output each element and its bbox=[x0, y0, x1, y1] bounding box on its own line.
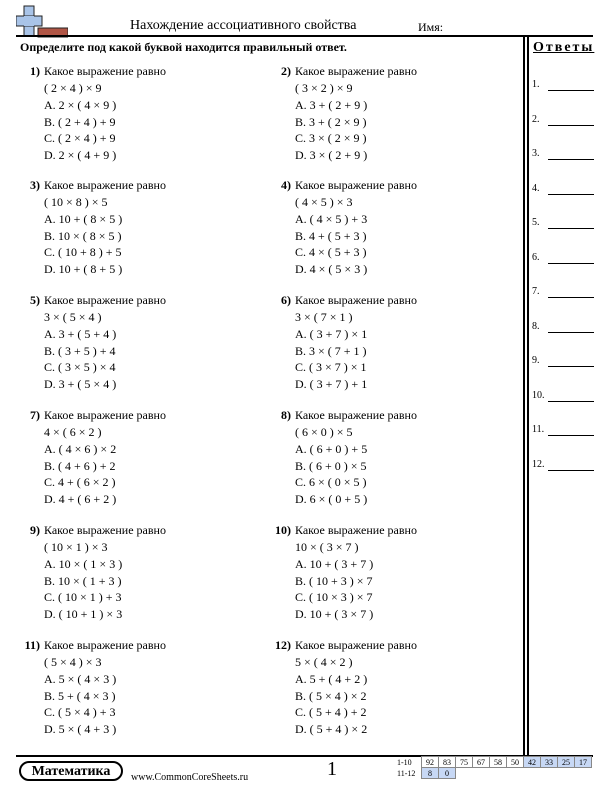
answer-line[interactable] bbox=[532, 459, 596, 475]
score-key-cell: 8 bbox=[422, 768, 439, 779]
problem-number: 6) bbox=[281, 293, 291, 307]
problem-number: 12) bbox=[275, 638, 291, 652]
answer-option: A. 5 + ( 4 + 2 ) bbox=[295, 672, 368, 686]
answer-option: C. ( 5 × 4 ) + 3 bbox=[44, 705, 116, 719]
answer-number: 1. bbox=[532, 79, 540, 90]
answer-option: B. ( 4 + 6 ) + 2 bbox=[44, 458, 116, 473]
answer-blank bbox=[548, 401, 594, 402]
score-key-cell: 92 bbox=[422, 757, 439, 768]
answer-blank bbox=[548, 435, 594, 436]
problem-prompt: Какое выражение равно bbox=[295, 408, 417, 422]
answer-number: 3. bbox=[532, 148, 540, 159]
answer-number: 5. bbox=[532, 217, 540, 228]
answer-number: 11. bbox=[532, 424, 545, 435]
answer-line[interactable] bbox=[532, 286, 596, 302]
answer-option: B. 10 × ( 8 × 5 ) bbox=[44, 228, 122, 243]
answer-option: D. 5 × ( 4 + 3 ) bbox=[44, 721, 117, 736]
answer-option: A. 2 × ( 4 × 9 ) bbox=[44, 98, 117, 112]
problem-expression: ( 3 × 2 ) × 9 bbox=[295, 80, 353, 95]
divider-line bbox=[523, 37, 525, 755]
problem-number: 4) bbox=[281, 178, 291, 192]
score-key-cell: 75 bbox=[456, 757, 473, 768]
problem-expression: ( 5 × 4 ) × 3 bbox=[44, 654, 102, 669]
answer-option: A. ( 4 × 6 ) × 2 bbox=[44, 442, 117, 456]
problem-number: 9) bbox=[30, 523, 40, 537]
answer-option: C. ( 2 × 4 ) + 9 bbox=[44, 131, 116, 145]
answer-option: C. 6 × ( 0 × 5 ) bbox=[295, 475, 367, 489]
problem-expression: ( 4 × 5 ) × 3 bbox=[295, 194, 353, 209]
score-key-table bbox=[397, 756, 592, 779]
answer-option: A. 10 + ( 3 + 7 ) bbox=[295, 557, 374, 571]
answer-blank bbox=[548, 228, 594, 229]
answer-option: D. 4 × ( 5 × 3 ) bbox=[295, 261, 368, 276]
problem-expression: 10 × ( 3 × 7 ) bbox=[295, 539, 359, 554]
answer-number: 10. bbox=[532, 389, 545, 401]
problem-number: 5) bbox=[30, 293, 40, 307]
problem-number: 7) bbox=[30, 408, 40, 422]
problem-prompt: Какое выражение равно bbox=[44, 178, 166, 192]
problem-expression: ( 10 × 8 ) × 5 bbox=[44, 194, 108, 209]
answer-option: A. ( 4 × 5 ) + 3 bbox=[295, 212, 368, 226]
score-key-cell: 0 bbox=[439, 768, 456, 779]
problem-expression: ( 2 × 4 ) × 9 bbox=[44, 80, 102, 95]
answer-number: 12. bbox=[532, 458, 545, 470]
answer-option: C. ( 10 × 1 ) + 3 bbox=[44, 590, 122, 604]
answer-option: C. ( 3 × 5 ) × 4 bbox=[44, 360, 116, 374]
answer-option: D. 4 + ( 6 + 2 ) bbox=[44, 491, 117, 506]
page-number: 1 bbox=[327, 758, 337, 780]
answer-option: A. 3 + ( 2 + 9 ) bbox=[295, 98, 368, 112]
page-title: Нахождение ассоциативного свойства bbox=[130, 18, 357, 33]
answer-blank bbox=[548, 297, 594, 298]
problem-expression: 3 × ( 7 × 1 ) bbox=[295, 309, 353, 324]
answers-title: Ответы bbox=[533, 40, 595, 55]
answer-blank bbox=[548, 470, 594, 471]
answer-line[interactable] bbox=[532, 355, 596, 371]
problem-number: 11) bbox=[24, 638, 40, 652]
answer-option: A. 10 + ( 8 × 5 ) bbox=[44, 212, 123, 226]
answer-option: B. ( 10 + 3 ) × 7 bbox=[295, 573, 373, 588]
problem-expression: 4 × ( 6 × 2 ) bbox=[44, 424, 102, 439]
answer-option: D. 2 × ( 4 + 9 ) bbox=[44, 147, 117, 162]
problem-prompt: Какое выражение равно bbox=[44, 523, 166, 537]
problem-expression: 3 × ( 5 × 4 ) bbox=[44, 309, 102, 324]
answer-option: C. ( 10 × 3 ) × 7 bbox=[295, 590, 373, 604]
answer-option: D. ( 5 + 4 ) × 2 bbox=[295, 721, 368, 736]
answer-option: B. ( 5 × 4 ) × 2 bbox=[295, 688, 367, 703]
answer-option: D. 6 × ( 0 + 5 ) bbox=[295, 491, 368, 506]
problem-number: 3) bbox=[30, 178, 40, 192]
answer-option: B. 10 × ( 1 + 3 ) bbox=[44, 573, 122, 588]
problem-prompt: Какое выражение равно bbox=[295, 64, 417, 78]
problem-prompt: Какое выражение равно bbox=[295, 638, 417, 652]
answer-line[interactable] bbox=[532, 114, 596, 130]
answer-option: C. ( 10 + 8 ) + 5 bbox=[44, 245, 122, 259]
answer-option: C. 4 + ( 6 × 2 ) bbox=[44, 475, 116, 489]
answer-blank bbox=[548, 263, 594, 264]
site-url: www.CommonCoreSheets.ru bbox=[131, 772, 249, 783]
answer-option: A. ( 6 + 0 ) + 5 bbox=[295, 442, 368, 456]
problem-expression: ( 6 × 0 ) × 5 bbox=[295, 424, 353, 439]
problem-expression: ( 10 × 1 ) × 3 bbox=[44, 539, 108, 554]
answer-blank bbox=[548, 90, 594, 91]
score-key-cell: 33 bbox=[541, 757, 558, 768]
answer-option: D. ( 10 + 1 ) × 3 bbox=[44, 606, 123, 621]
instructions: Определите под какой буквой находится правильный ответ. bbox=[20, 40, 347, 54]
answer-option: C. ( 3 × 7 ) × 1 bbox=[295, 360, 367, 374]
answer-option: D. 3 + ( 5 × 4 ) bbox=[44, 376, 117, 391]
answer-option: A. 3 + ( 5 + 4 ) bbox=[44, 327, 117, 341]
answer-line[interactable] bbox=[532, 252, 596, 268]
answer-option: C. 3 × ( 2 × 9 ) bbox=[295, 131, 367, 145]
score-key-cell: 17 bbox=[575, 757, 592, 768]
score-key-cell: 25 bbox=[558, 757, 575, 768]
score-key-cell: 67 bbox=[473, 757, 490, 768]
answer-option: A. ( 3 + 7 ) × 1 bbox=[295, 327, 368, 341]
problem-prompt: Какое выражение равно bbox=[295, 293, 417, 307]
answer-option: B. 5 + ( 4 × 3 ) bbox=[44, 688, 116, 703]
brand-badge: Математика bbox=[19, 761, 123, 781]
answer-option: C. 4 × ( 5 + 3 ) bbox=[295, 245, 367, 259]
answer-option: A. 5 × ( 4 × 3 ) bbox=[44, 672, 117, 686]
answer-option: C. ( 5 + 4 ) + 2 bbox=[295, 705, 367, 719]
answer-option: D. 10 + ( 8 + 5 ) bbox=[44, 261, 123, 276]
answer-option: B. ( 3 + 5 ) + 4 bbox=[44, 343, 116, 358]
problem-number: 8) bbox=[281, 408, 291, 422]
problem-prompt: Какое выражение равно bbox=[44, 408, 166, 422]
answer-option: B. ( 6 + 0 ) × 5 bbox=[295, 458, 367, 473]
problem-number: 1) bbox=[30, 64, 40, 78]
score-key-label: 1-10 bbox=[397, 757, 412, 767]
answer-option: A. 10 × ( 1 × 3 ) bbox=[44, 557, 123, 571]
answer-blank bbox=[548, 125, 594, 126]
answer-number: 8. bbox=[532, 320, 540, 332]
answer-option: B. 3 + ( 2 × 9 ) bbox=[295, 114, 367, 129]
answer-option: D. 10 + ( 3 × 7 ) bbox=[295, 606, 374, 621]
answer-line[interactable] bbox=[532, 217, 596, 233]
answer-number: 6. bbox=[532, 251, 540, 263]
score-key-cell: 58 bbox=[490, 757, 507, 768]
answer-line[interactable] bbox=[532, 183, 596, 199]
problem-prompt: Какое выражение равно bbox=[44, 293, 166, 307]
answer-blank bbox=[548, 194, 594, 195]
divider-line bbox=[527, 37, 529, 755]
problem-number: 10) bbox=[275, 523, 291, 537]
top-rule bbox=[16, 35, 593, 37]
answer-option: B. 3 × ( 7 + 1 ) bbox=[295, 343, 367, 358]
problem-prompt: Какое выражение равно bbox=[44, 64, 166, 78]
answer-line[interactable] bbox=[532, 424, 596, 440]
problem-prompt: Какое выражение равно bbox=[295, 178, 417, 192]
problem-number: 2) bbox=[281, 64, 291, 78]
answer-number: 4. bbox=[532, 182, 540, 194]
answer-line[interactable] bbox=[532, 148, 596, 164]
score-key-label: 11-12 bbox=[397, 768, 416, 778]
score-key-cell: 83 bbox=[439, 757, 456, 768]
answer-option: B. 4 + ( 5 + 3 ) bbox=[295, 228, 367, 243]
answer-blank bbox=[548, 366, 594, 367]
answer-line[interactable] bbox=[532, 79, 596, 95]
answer-blank bbox=[548, 332, 594, 333]
problem-prompt: Какое выражение равно bbox=[295, 523, 417, 537]
answer-number: 7. bbox=[532, 286, 540, 297]
answer-number: 2. bbox=[532, 113, 540, 125]
math-plus-logo-icon bbox=[16, 4, 68, 38]
answer-option: D. 3 × ( 2 + 9 ) bbox=[295, 147, 368, 162]
problem-expression: 5 × ( 4 × 2 ) bbox=[295, 654, 353, 669]
answer-blank bbox=[548, 159, 594, 160]
problem-prompt: Какое выражение равно bbox=[44, 638, 166, 652]
answer-option: B. ( 2 + 4 ) + 9 bbox=[44, 114, 116, 129]
answer-line[interactable] bbox=[532, 321, 596, 337]
score-key-cell: 50 bbox=[507, 757, 524, 768]
answer-line[interactable] bbox=[532, 390, 596, 406]
score-key-cell: 42 bbox=[524, 757, 541, 768]
answer-option: D. ( 3 + 7 ) + 1 bbox=[295, 376, 368, 391]
name-label: Имя: bbox=[418, 20, 444, 34]
answer-number: 9. bbox=[532, 355, 540, 366]
